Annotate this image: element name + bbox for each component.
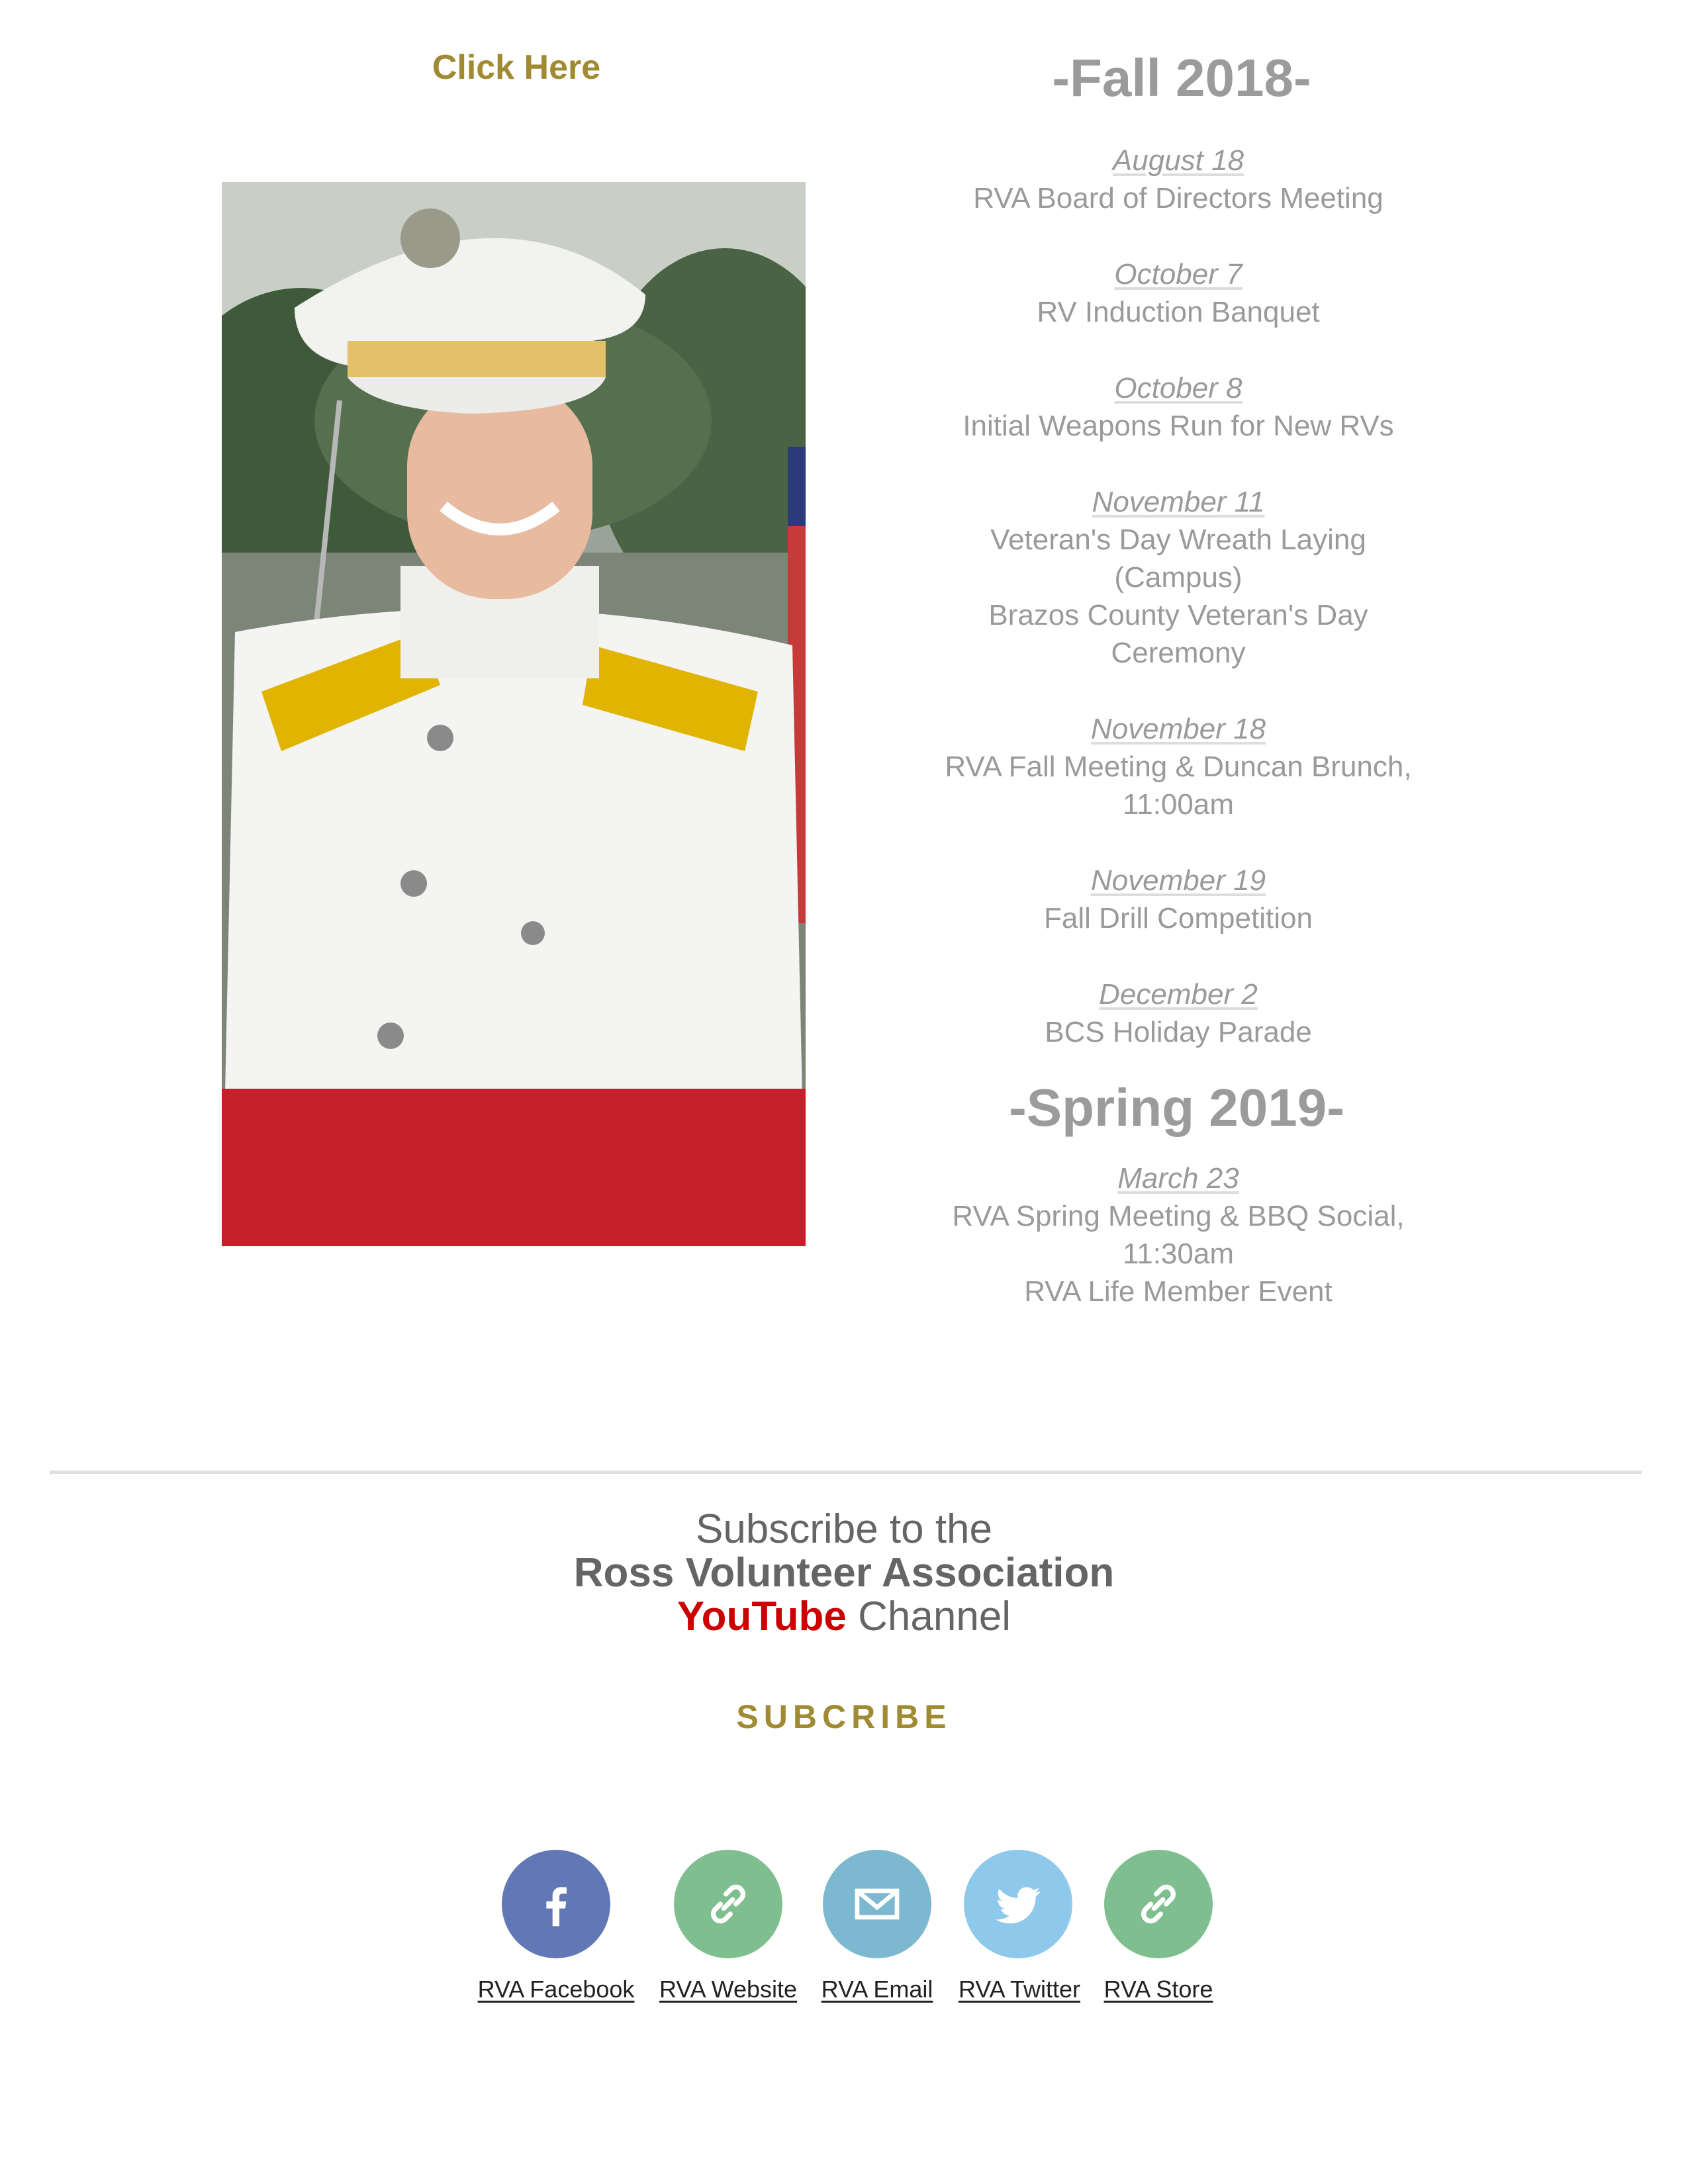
event-schedule bbox=[880, 46, 1476, 1310]
event-date: October 8 bbox=[1114, 372, 1243, 404]
twitter-button[interactable] bbox=[964, 1850, 1072, 1958]
link-icon bbox=[702, 1878, 755, 1931]
fall-heading: -Fall 2018- bbox=[1052, 48, 1311, 107]
event-date: March 23 bbox=[1117, 1162, 1239, 1195]
event-item bbox=[880, 710, 1476, 823]
store-button[interactable] bbox=[1104, 1850, 1213, 1958]
event-item bbox=[880, 483, 1476, 672]
cadet-photo bbox=[222, 182, 806, 1246]
event-description: Initial Weapons Run for New RVs bbox=[962, 410, 1394, 442]
facebook-button[interactable] bbox=[502, 1850, 610, 1958]
subscribe-line1: Subscribe to the bbox=[695, 1506, 993, 1552]
subscribe-block bbox=[513, 1508, 1175, 1639]
event-description: Ceremony bbox=[1111, 637, 1246, 669]
link-icon bbox=[1132, 1878, 1185, 1931]
event-item bbox=[880, 862, 1476, 937]
twitter-link[interactable]: RVA Twitter bbox=[958, 1976, 1081, 2003]
event-description: BCS Holiday Parade bbox=[1045, 1016, 1312, 1048]
email-button[interactable] bbox=[823, 1850, 931, 1958]
subscribe-button[interactable]: SUBCRIBE bbox=[736, 1698, 952, 1735]
event-item bbox=[880, 142, 1476, 217]
spring-event-list bbox=[880, 1160, 1476, 1310]
event-item bbox=[880, 369, 1476, 445]
email-icon bbox=[851, 1878, 904, 1931]
event-item bbox=[880, 1160, 1476, 1310]
website-button[interactable] bbox=[674, 1850, 782, 1958]
event-description: (Campus) bbox=[1114, 561, 1243, 594]
section-divider bbox=[50, 1471, 1642, 1474]
event-description: RVA Life Member Event bbox=[1024, 1275, 1333, 1308]
event-description: 11:30am bbox=[1123, 1238, 1234, 1270]
event-description: RVA Spring Meeting & BBQ Social, bbox=[952, 1200, 1405, 1232]
event-date: November 18 bbox=[1090, 713, 1266, 745]
twitter-icon bbox=[992, 1878, 1045, 1931]
event-description: RVA Fall Meeting & Duncan Brunch, bbox=[945, 751, 1412, 783]
event-description: Brazos County Veteran's Day bbox=[988, 599, 1368, 631]
click-here-link[interactable]: Click Here bbox=[432, 48, 601, 87]
website-link[interactable]: RVA Website bbox=[659, 1976, 798, 2003]
event-date: October 7 bbox=[1114, 258, 1243, 291]
spring-heading: -Spring 2019- bbox=[1009, 1078, 1344, 1137]
event-description: RV Induction Banquet bbox=[1037, 296, 1320, 328]
event-description: Veteran's Day Wreath Laying bbox=[990, 523, 1366, 556]
event-description: RVA Board of Directors Meeting bbox=[973, 182, 1383, 214]
event-date: December 2 bbox=[1099, 978, 1258, 1011]
event-item bbox=[880, 255, 1476, 331]
event-description: 11:00am bbox=[1123, 788, 1234, 821]
channel-word: Channel bbox=[858, 1594, 1011, 1639]
youtube-word: YouTube bbox=[677, 1594, 847, 1639]
email-link[interactable]: RVA Email bbox=[821, 1976, 933, 2003]
facebook-icon bbox=[530, 1878, 583, 1931]
youtube-channel-line bbox=[513, 1595, 1175, 1639]
store-link[interactable]: RVA Store bbox=[1103, 1976, 1213, 2003]
facebook-link[interactable]: RVA Facebook bbox=[477, 1976, 635, 2003]
event-description: Fall Drill Competition bbox=[1044, 902, 1313, 934]
event-item bbox=[880, 976, 1476, 1051]
event-date: November 19 bbox=[1090, 864, 1266, 897]
association-name: Ross Volunteer Association bbox=[573, 1550, 1115, 1596]
fall-event-list bbox=[880, 142, 1476, 1051]
event-date: August 18 bbox=[1112, 144, 1244, 177]
event-date: November 11 bbox=[1092, 486, 1265, 518]
